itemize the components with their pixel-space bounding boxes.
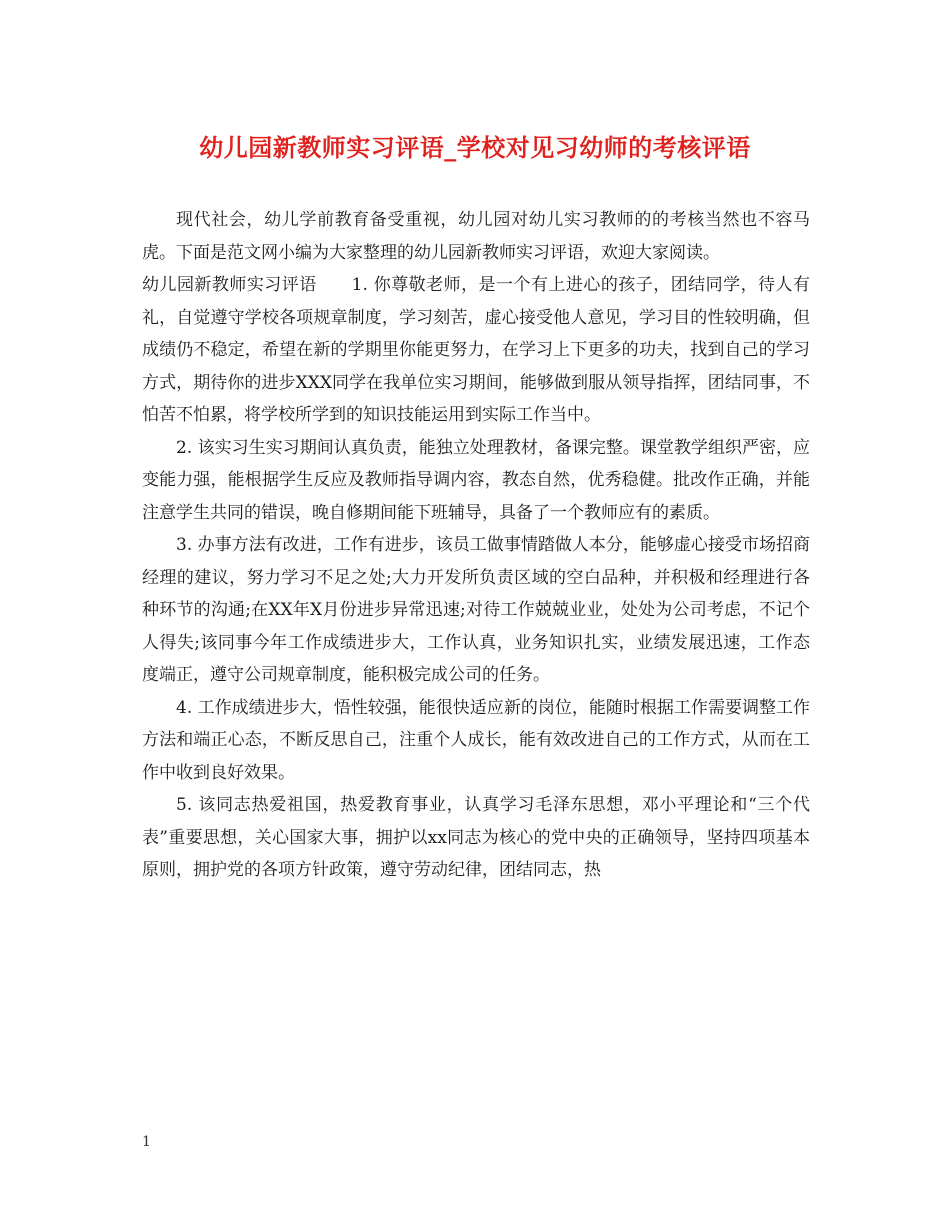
paragraph-item-2: 2. 该实习生实习期间认真负责，能独立处理教材，备课完整。课堂教学组织严密，应变能力强，能根据学生反应及教师指导调内容，教态自然，优秀稳健。批改作正确，并能注意学生共同的错误，晚自修期间能下班辅导，具备了一个教师应有的素质。 (142, 437, 810, 523)
paragraph-item-4: 4. 工作成绩进步大，悟性较强，能很快适应新的岗位，能随时根据工作需要调整工作方法和端正心态，不断反思自己，注重个人成长，能有效改进自己的工作方式，从而在工作中收到良好效果。 (142, 697, 810, 783)
document-title: 幼儿园新教师实习评语_学校对见习幼师的考核评语 (199, 133, 751, 162)
intro-paragraph: 现代社会，幼儿学前教育备受重视，幼儿园对幼儿实习教师的的考核当然也不容马虎。下面是范文网小编为大家整理的幼儿园新教师实习评语，欢迎大家阅读。 (142, 210, 810, 263)
paragraph-item-1: 幼儿园新教师实习评语 1. 你尊敬老师，是一个有上进心的孩子，团结同学，待人有礼，自觉遵守学校各项规章制度，学习刻苦，虚心接受他人意见，学习目的性较明确，但成绩仍不稳定，希望在新的学期里你能更努力，在学习上下更多的功夫，找到自己的学习方式，期待你的进步XXX同学在我单位实习期间，能够做到服从领导指挥，团结同事，不怕苦不怕累，将学校所学到的知识技能运用到实际工作当中。 (142, 275, 810, 425)
paragraph-item-5: 5. 该同志热爱祖国，热爱教育事业，认真学习毛泽东思想，邓小平理论和“三个代表”重要思想，关心国家大事，拥护以xx同志为核心的党中央的正确领导，坚持四项基本原则，拥护党的各项方针政策，遵守劳动纪律，团结同志，热 (142, 795, 810, 880)
page-number: 1 (142, 1134, 151, 1150)
paragraph-item-3: 3. 办事方法有改进，工作有进步，该员工做事情踏做人本分，能够虚心接受市场招商经理的建议，努力学习不足之处;大力开发所负责区域的空白品种，并积极和经理进行各种环节的沟通;在XX年X月份进步异常迅速;对待工作兢兢业业，处处为公司考虑，不记个人得失;该同事今年工作成绩进步大，工作认真，业务知识扎实，业绩发展迅速，工作态度端正，遵守公司规章制度，能积极完成公司的任务。 (142, 535, 810, 685)
document-body (142, 204, 810, 887)
